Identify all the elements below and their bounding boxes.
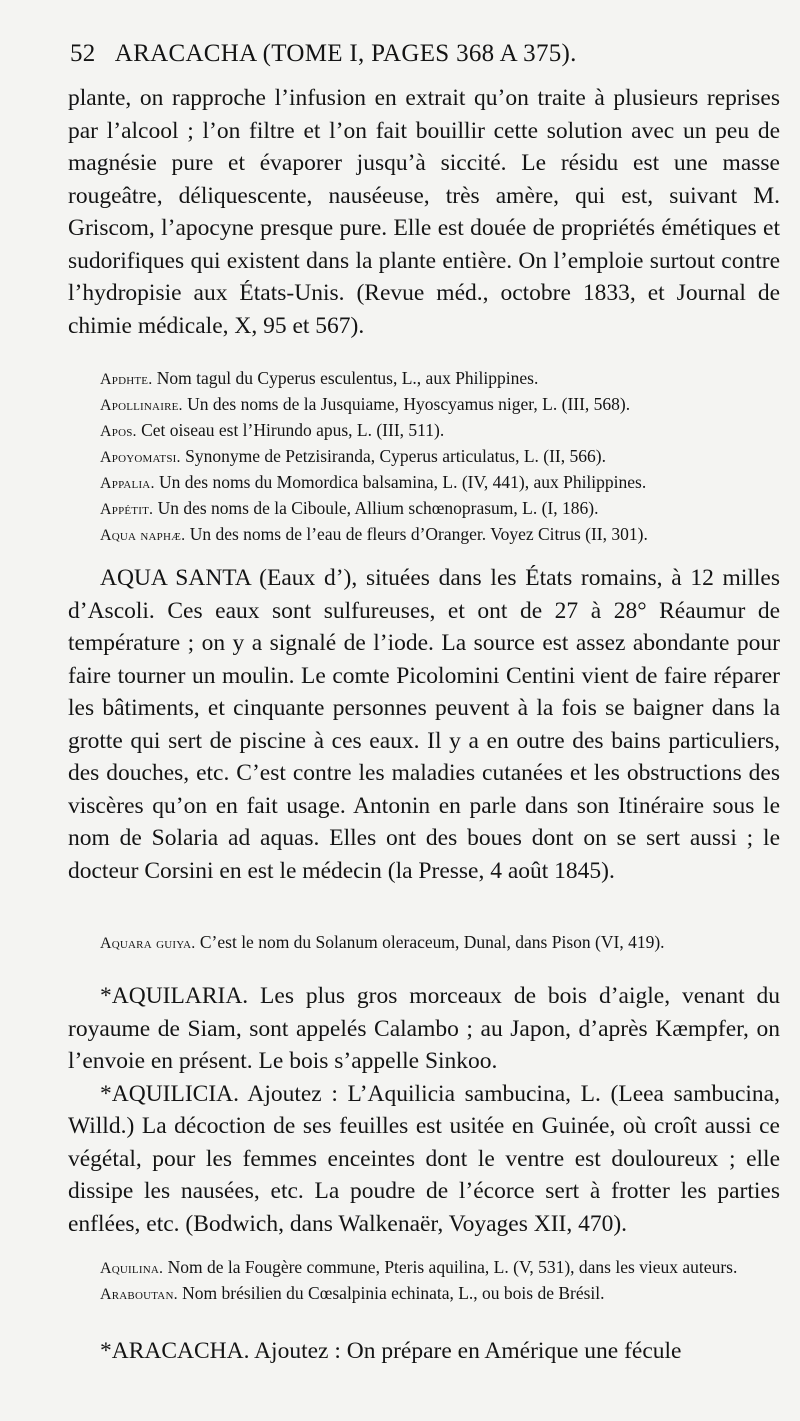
entry-apos: Apos. Cet oiseau est l’Hirundo apus, L. (III, 511). (100, 420, 445, 440)
continuation-paragraph: plante, on rapproche l’infusion en extrait qu’on traite à plusieurs reprises par l’alcool ; l’on filtre et l’on fait bouillir cette solution avec un peu de magnésie pure et évaporer jusqu’à siccité. Le résidu est une masse rougeâtre, déliquescente, nauséeuse, très amère, qui est, suivant M. Griscom, l’apocyne presque pure. Elle est douée de propriétés émétiques et sudorifiques qui existent dans la plante entière. On l’emploie surtout contre l’hydropisie aux États-Unis. (Revue méd., octobre 1833, et Journal de chimie médicale, X, 95 et 567). (68, 85, 780, 339)
entry-apollinaire: Apollinaire. Un des noms de la Jusquiame, Hyoscyamus niger, L. (III, 568). (100, 394, 631, 414)
aqua-santa-article: AQUA SANTA (Eaux d’), situées dans les États romains, à 12 milles d’Ascoli. Ces eaux sont sulfureuses, et ont de 27 à 28° Réaumur de température ; on y a signalé de l’iode. La source est assez abondante pour faire tourner un moulin. Le comte Picolomini Centini vient de faire réparer les bâtiments, et cinquante personnes peuvent à la fois se baigner dans la grotte qui sert de piscine à ces eaux. Il y a en outre des bains particuliers, des douches, etc. C’est contre les maladies cutanées et les obstructions des viscères qu’on en fait usage. Antonin en parle dans son Itinéraire sous le nom de Solaria ad aquas. Elles ont des boues dont on se sert aussi ; le docteur Corsini en est le médecin (la Presse, 4 août 1845). (68, 565, 780, 884)
entry-appalia: Appalia. Un des noms du Momordica balsamina, L. (IV, 441), aux Philippines. (100, 472, 647, 492)
running-title: ARACACHA (TOME I, PAGES 368 A 375). (114, 40, 577, 67)
aquilaria-article: *AQUILARIA. Les plus gros morceaux de bois d’aigle, venant du royaume de Siam, sont appelés Calambo ; au Japon, d’après Kæmpfer, on l’envoie en présent. Le bois s’appelle Sinkoo. (68, 983, 780, 1074)
entry-apoyomatsi: Apoyomatsi. Synonyme de Petzisiranda, Cyperus articulatus, L. (II, 566). (100, 446, 606, 466)
aquara-entry: Aquara guiya. C’est le nom du Solanum oleraceum, Dunal, dans Pison (VI, 419). (100, 932, 665, 952)
page-number: 52 (70, 40, 96, 67)
entry-araboutan: Araboutan. Nom brésilien du Cœsalpinia echinata, L., ou bois de Brésil. (100, 1283, 605, 1303)
entry-aquilina: Aquilina. Nom de la Fougère commune, Pteris aquilina, L. (V, 531), dans les vieux auteurs. (100, 1257, 738, 1277)
aquilaria-aquilicia-articles (68, 980, 780, 1240)
entry-apdhte: Apdhte. Nom tagul du Cyperus esculentus, L., aux Philippines. (100, 368, 539, 388)
small-entries-group-2 (68, 1255, 780, 1307)
running-header (70, 40, 770, 68)
entry-aqua-naphae: Aqua naphæ. Un des noms de l’eau de fleurs d’Oranger. Voyez Citrus (II, 301). (100, 524, 648, 544)
aquilicia-article: *AQUILICIA. Ajoutez : L’Aquilicia sambucina, L. (Leea sambucina, Willd.) La décoction de ses feuilles est usitée en Guinée, où croît aussi ce végétal, pour les femmes enceintes dont le ventre est douloureux ; elle dissipe les nausées, etc. La poudre de l’écorce sert à frotter les parties enflées, etc. (Bodwich, dans Walkenaër, Voyages XII, 470). (68, 1080, 780, 1237)
entry-appetit: Appétit. Un des noms de la Ciboule, Allium schœnoprasum, L. (I, 186). (100, 498, 599, 518)
aracacha-article: *ARACACHA. Ajoutez : On prépare en Amérique une fécule (100, 1338, 682, 1364)
small-entries-group-1 (68, 366, 780, 548)
